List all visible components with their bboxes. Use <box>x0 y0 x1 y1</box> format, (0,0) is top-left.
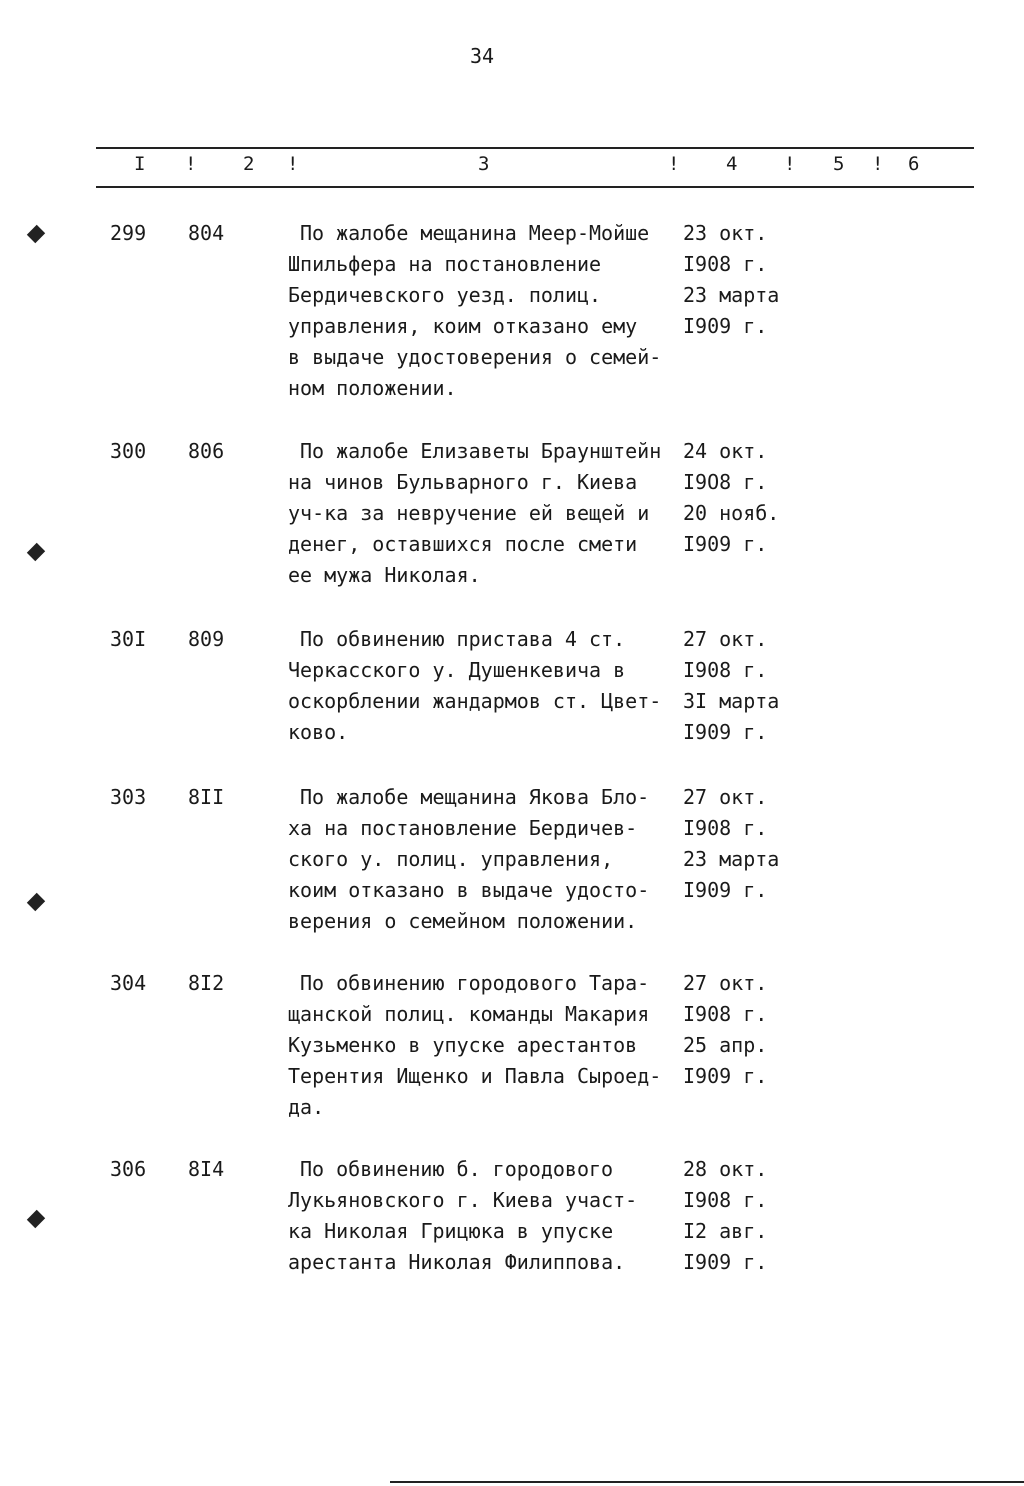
column-separator: ! <box>287 153 299 175</box>
description-line: коим отказано в выдаче удосто- <box>288 878 650 902</box>
record-description <box>288 218 683 404</box>
description-line: ее мужа Николая. <box>288 563 481 587</box>
description-line: в выдаче удостоверения о семей- <box>288 345 662 369</box>
year-start: I908 г. <box>683 1002 768 1026</box>
record-number: 300 <box>110 439 147 463</box>
record-dates <box>683 218 803 342</box>
column-header-3: 3 <box>478 153 490 175</box>
binder-hole-mark <box>27 1210 45 1228</box>
year-end: I909 г. <box>683 720 768 744</box>
year-end: I909 г. <box>683 314 768 338</box>
record-number: 30I <box>110 627 147 651</box>
date-end: 23 марта <box>683 847 780 871</box>
column-separator: ! <box>872 153 884 175</box>
file-number: 806 <box>188 439 225 463</box>
record-dates <box>683 436 803 560</box>
description-line: По обвинению городового Тара- <box>300 971 650 995</box>
file-number: 8I2 <box>188 971 225 995</box>
date-start: 27 окт. <box>683 971 768 995</box>
date-start: 27 окт. <box>683 627 768 651</box>
column-header-5: 5 <box>833 153 845 175</box>
description-line: По жалобе Елизаветы Браунштейн <box>300 439 662 463</box>
date-end: 20 нояб. <box>683 501 780 525</box>
column-separator: ! <box>185 153 197 175</box>
year-start: I908 г. <box>683 252 768 276</box>
description-line: По жалобе мещанина Меер-Мойше <box>300 221 650 245</box>
description-line: уч-ка за невручение ей вещей и <box>288 501 650 525</box>
record-dates <box>683 782 803 906</box>
description-line: на чинов Бульварного г. Киева <box>288 470 638 494</box>
table-header-rule <box>96 186 974 188</box>
column-separator: ! <box>784 153 796 175</box>
description-line: Лукьяновского г. Киева участ- <box>288 1188 638 1212</box>
description-line: денег, оставшихся после смети <box>288 532 638 556</box>
file-number: 8II <box>188 785 225 809</box>
date-end: 3I марта <box>683 689 780 713</box>
binder-hole-mark <box>27 543 45 561</box>
binder-hole-mark <box>27 225 45 243</box>
description-line: Бердичевского уезд. полиц. <box>288 283 602 307</box>
file-number: 804 <box>188 221 225 245</box>
date-start: 28 окт. <box>683 1157 768 1181</box>
description-line: арестанта Николая Филиппова. <box>288 1250 626 1274</box>
year-start: I908 г. <box>683 816 768 840</box>
description-line: ха на постановление Бердичев- <box>288 816 638 840</box>
description-line: ково. <box>288 720 349 744</box>
record-number: 306 <box>110 1157 147 1181</box>
description-line: оскорблении жандармов ст. Цвет- <box>288 689 662 713</box>
column-separator: ! <box>668 153 680 175</box>
binder-hole-mark <box>27 893 45 911</box>
year-end: I909 г. <box>683 1064 768 1088</box>
description-line: Шпильфера на постановление <box>288 252 602 276</box>
description-line: ном положении. <box>288 376 457 400</box>
year-end: I909 г. <box>683 878 768 902</box>
record-description <box>288 624 683 748</box>
column-header-1: I <box>134 153 146 175</box>
date-end: 25 апр. <box>683 1033 768 1057</box>
description-line: ского у. полиц. управления, <box>288 847 614 871</box>
record-description <box>288 968 683 1123</box>
record-dates <box>683 624 803 748</box>
year-start: I908 г. <box>683 658 768 682</box>
date-start: 24 окт. <box>683 439 768 463</box>
column-header-4: 4 <box>726 153 738 175</box>
year-start: I9O8 г. <box>683 470 768 494</box>
description-line: верения о семейном положении. <box>288 909 638 933</box>
date-start: 23 окт. <box>683 221 768 245</box>
description-line: да. <box>288 1095 325 1119</box>
description-line: По жалобе мещанина Якова Бло- <box>300 785 650 809</box>
page-bottom-rule <box>390 1481 1024 1483</box>
file-number: 809 <box>188 627 225 651</box>
record-number: 304 <box>110 971 147 995</box>
description-line: щанской полиц. команды Макария <box>288 1002 650 1026</box>
description-line: Кузьменко в упуске арестантов <box>288 1033 638 1057</box>
record-dates <box>683 968 803 1092</box>
record-description <box>288 436 683 591</box>
file-number: 8I4 <box>188 1157 225 1181</box>
page-number: 34 <box>469 44 495 68</box>
description-line: Терентия Ищенко и Павла Сыроед- <box>288 1064 662 1088</box>
table-top-rule <box>96 147 974 149</box>
description-line: По обвинению пристава 4 ст. <box>300 627 626 651</box>
record-description <box>288 1154 683 1278</box>
description-line: Черкасского у. Душенкевича в <box>288 658 626 682</box>
record-dates <box>683 1154 803 1278</box>
column-header-6: 6 <box>908 153 920 175</box>
column-header-row <box>0 153 1024 181</box>
record-description <box>288 782 683 937</box>
date-end: 23 марта <box>683 283 780 307</box>
year-start: I908 г. <box>683 1188 768 1212</box>
record-number: 299 <box>110 221 147 245</box>
description-line: По обвинению б. городового <box>300 1157 614 1181</box>
description-line: управления, коим отказано ему <box>288 314 638 338</box>
record-number: 303 <box>110 785 147 809</box>
column-header-2: 2 <box>243 153 255 175</box>
year-end: I909 г. <box>683 532 768 556</box>
description-line: ка Николая Грицюка в упуске <box>288 1219 614 1243</box>
date-start: 27 окт. <box>683 785 768 809</box>
year-end: I909 г. <box>683 1250 768 1274</box>
date-end: I2 авг. <box>683 1219 768 1243</box>
